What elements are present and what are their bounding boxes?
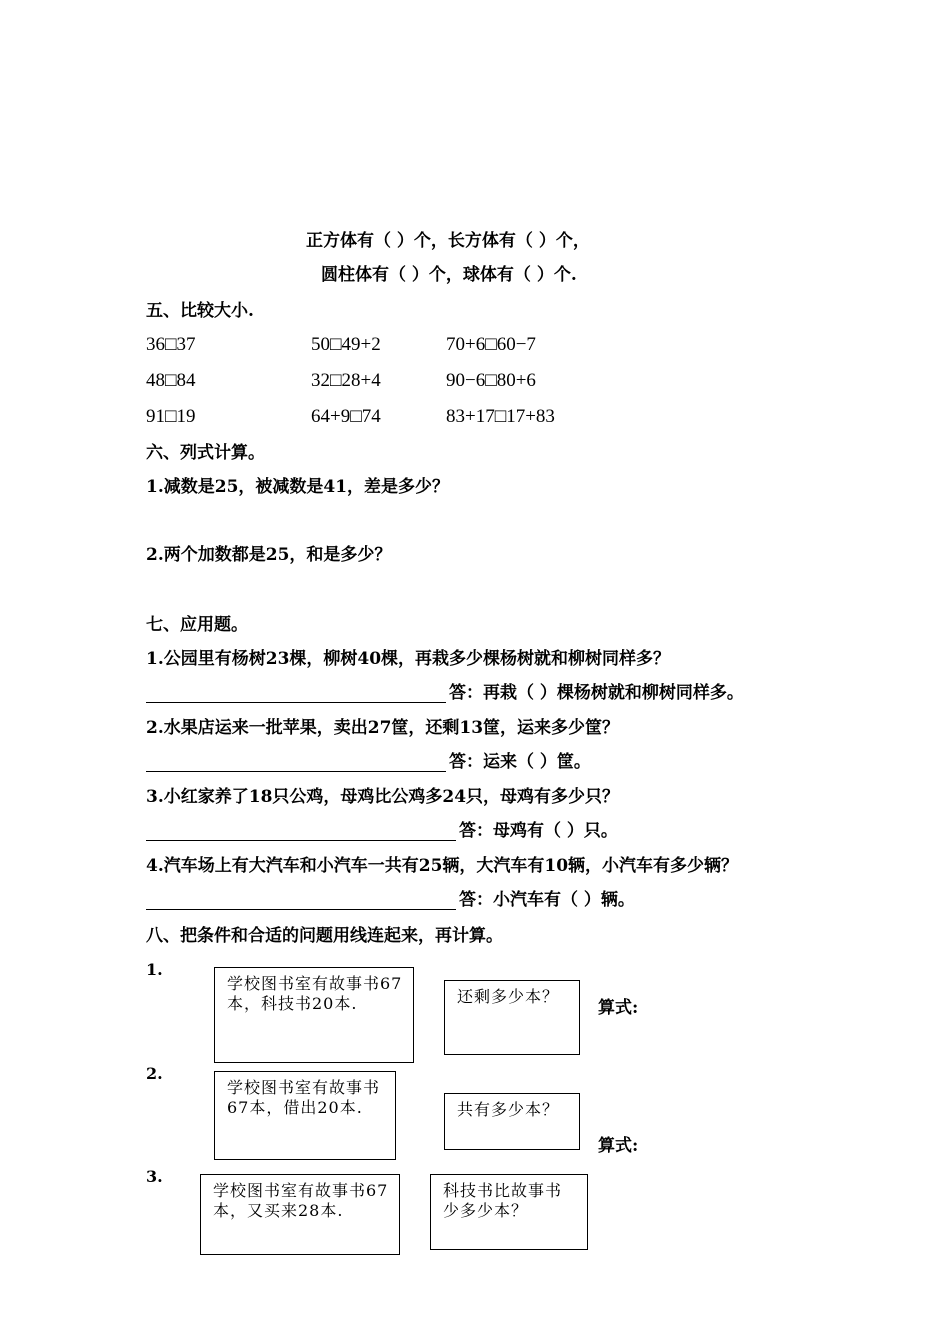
compare-item: 64+9□74 <box>311 406 381 427</box>
section-7-question-2: 2.水果店运来一批苹果，卖出27筐，还剩13筐，运来多少筐？ <box>146 718 620 738</box>
shapes-line-2: 圆柱体有（ ）个，球体有（ ）个. <box>321 265 577 285</box>
section-7-question-1: 1.公园里有杨树23棵，柳树40棵，再栽多少棵杨树就和柳树同样多？ <box>146 649 671 669</box>
answer-blank-line <box>146 909 456 910</box>
section-6-question-1: 1.减数是25，被减数是41，差是多少？ <box>146 477 450 497</box>
compare-item: 91□19 <box>146 406 196 427</box>
compare-item: 50□49+2 <box>311 334 381 355</box>
formula-label: 算式: <box>598 998 639 1018</box>
compare-item: 90−6□80+6 <box>446 370 536 391</box>
condition-box: 学校图书室有故事书67本，又买来28本. <box>200 1174 400 1255</box>
question-box: 共有多少本？ <box>444 1093 580 1150</box>
question-box: 科技书比故事书少多少本？ <box>430 1174 588 1250</box>
compare-item: 32□28+4 <box>311 370 381 391</box>
answer-blank-line <box>146 702 446 703</box>
section-7-question-3: 3.小红家养了18只公鸡，母鸡比公鸡多24只，母鸡有多少只？ <box>146 787 620 807</box>
compare-item: 70+6□60−7 <box>446 334 536 355</box>
shapes-line-1: 正方体有（ ）个，长方体有（ ）个， <box>306 231 590 251</box>
condition-box: 学校图书室有故事书67本，科技书20本. <box>214 967 414 1063</box>
item-number: 1. <box>146 960 163 979</box>
item-number: 2. <box>146 1064 163 1083</box>
section-8-title: 八、把条件和合适的问题用线连起来，再计算。 <box>146 926 503 946</box>
section-7-question-4: 4.汽车场上有大汽车和小汽车一共有25辆，大汽车有10辆，小汽车有多少辆？ <box>146 856 739 876</box>
section-6-question-2: 2.两个加数都是25，和是多少？ <box>146 545 392 565</box>
section-7-title: 七、应用题。 <box>146 615 248 635</box>
condition-box: 学校图书室有故事书67本，借出20本. <box>214 1071 396 1160</box>
answer-blank-line <box>146 840 456 841</box>
compare-item: 83+17□17+83 <box>446 406 555 427</box>
section-7-answer-3: 答：母鸡有（ ）只。 <box>459 821 618 841</box>
compare-item: 48□84 <box>146 370 196 391</box>
item-number: 3. <box>146 1167 163 1186</box>
formula-label: 算式: <box>598 1136 639 1156</box>
answer-blank-line <box>146 771 446 772</box>
section-7-answer-4: 答：小汽车有（ ）辆。 <box>459 890 635 910</box>
section-7-answer-1: 答：再栽（ ）棵杨树就和柳树同样多。 <box>449 683 744 703</box>
section-7-answer-2: 答：运来（ ）筐。 <box>449 752 591 772</box>
section-5-title: 五、比较大小. <box>146 301 254 321</box>
question-box: 还剩多少本？ <box>444 980 580 1055</box>
compare-item: 36□37 <box>146 334 196 355</box>
section-6-title: 六、列式计算。 <box>146 443 265 463</box>
